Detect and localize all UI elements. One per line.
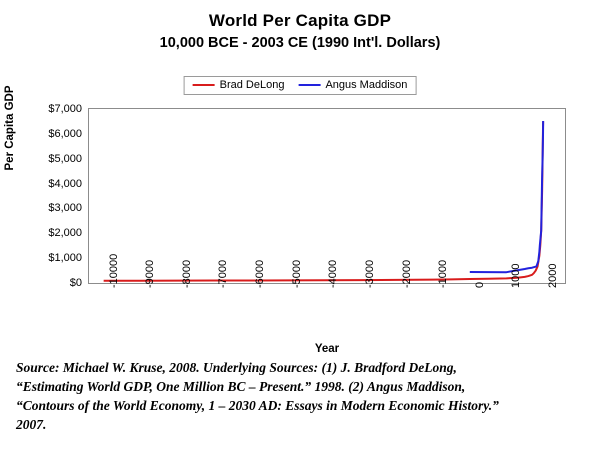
- x-tick-label: -1000: [437, 259, 450, 288]
- title-block: [0, 10, 600, 53]
- y-tick-label: $5,000: [48, 152, 82, 165]
- x-tick-label: -6000: [254, 259, 267, 288]
- x-tick-label: 1000: [510, 263, 523, 288]
- y-tick-label: $4,000: [48, 177, 82, 190]
- y-tick-label: $2,000: [48, 227, 82, 240]
- source-line-3: “Contours of the World Economy, 1 – 2030 AD: Essays in Modern Economic History.”: [16, 398, 499, 413]
- x-tick-label: -5000: [290, 259, 303, 288]
- y-tick-label: $7,000: [48, 103, 82, 115]
- y-tick-label: $3,000: [48, 202, 82, 215]
- plot-frame: [88, 108, 566, 284]
- source-line-4: 2007.: [16, 417, 47, 432]
- series-line: [470, 121, 543, 272]
- chart-subtitle: 10,000 BCE - 2003 CE (1990 Int'l. Dollars): [159, 35, 441, 51]
- legend-label: Brad DeLong: [219, 79, 285, 91]
- x-tick-label: 0: [473, 281, 486, 288]
- x-tick-label: -2000: [400, 259, 413, 288]
- x-tick-label: -8000: [180, 259, 193, 288]
- y-tick-label: $1,000: [48, 252, 82, 265]
- x-axis-tick-labels: [88, 253, 566, 342]
- source-line-2: “Estimating World GDP, One Million BC – Present.” 1998. (2) Angus Maddison,: [16, 379, 466, 394]
- legend-label: Angus Maddison: [325, 79, 408, 91]
- y-axis-tick-labels: [34, 100, 86, 289]
- y-tick-label: $0: [69, 277, 82, 289]
- x-tick-label: -9000: [144, 259, 157, 288]
- x-tick-label: -7000: [217, 259, 230, 288]
- y-axis-title: Per Capita GDP: [4, 85, 16, 171]
- source-line-1: Source: Michael W. Kruse, 2008. Underlying Sources: (1) J. Bradford DeLong,: [16, 360, 457, 375]
- chart-legend: [184, 76, 417, 95]
- legend-item-brad-delong: [193, 79, 285, 91]
- legend-item-angus-maddison: [298, 79, 407, 91]
- legend-swatch-icon: [298, 84, 320, 86]
- x-axis-title: Year: [314, 343, 340, 355]
- series-line: [104, 121, 543, 280]
- x-tick-label: -4000: [327, 259, 340, 288]
- x-tick-label: -10000: [107, 253, 120, 288]
- chart-canvas: [89, 109, 565, 283]
- source-note: [16, 358, 588, 434]
- legend-swatch-icon: [193, 84, 215, 86]
- x-tick-label: 2000: [547, 263, 560, 288]
- page-title: World Per Capita GDP: [208, 11, 392, 30]
- x-tick-label: -3000: [363, 259, 376, 288]
- y-tick-label: $6,000: [48, 127, 82, 140]
